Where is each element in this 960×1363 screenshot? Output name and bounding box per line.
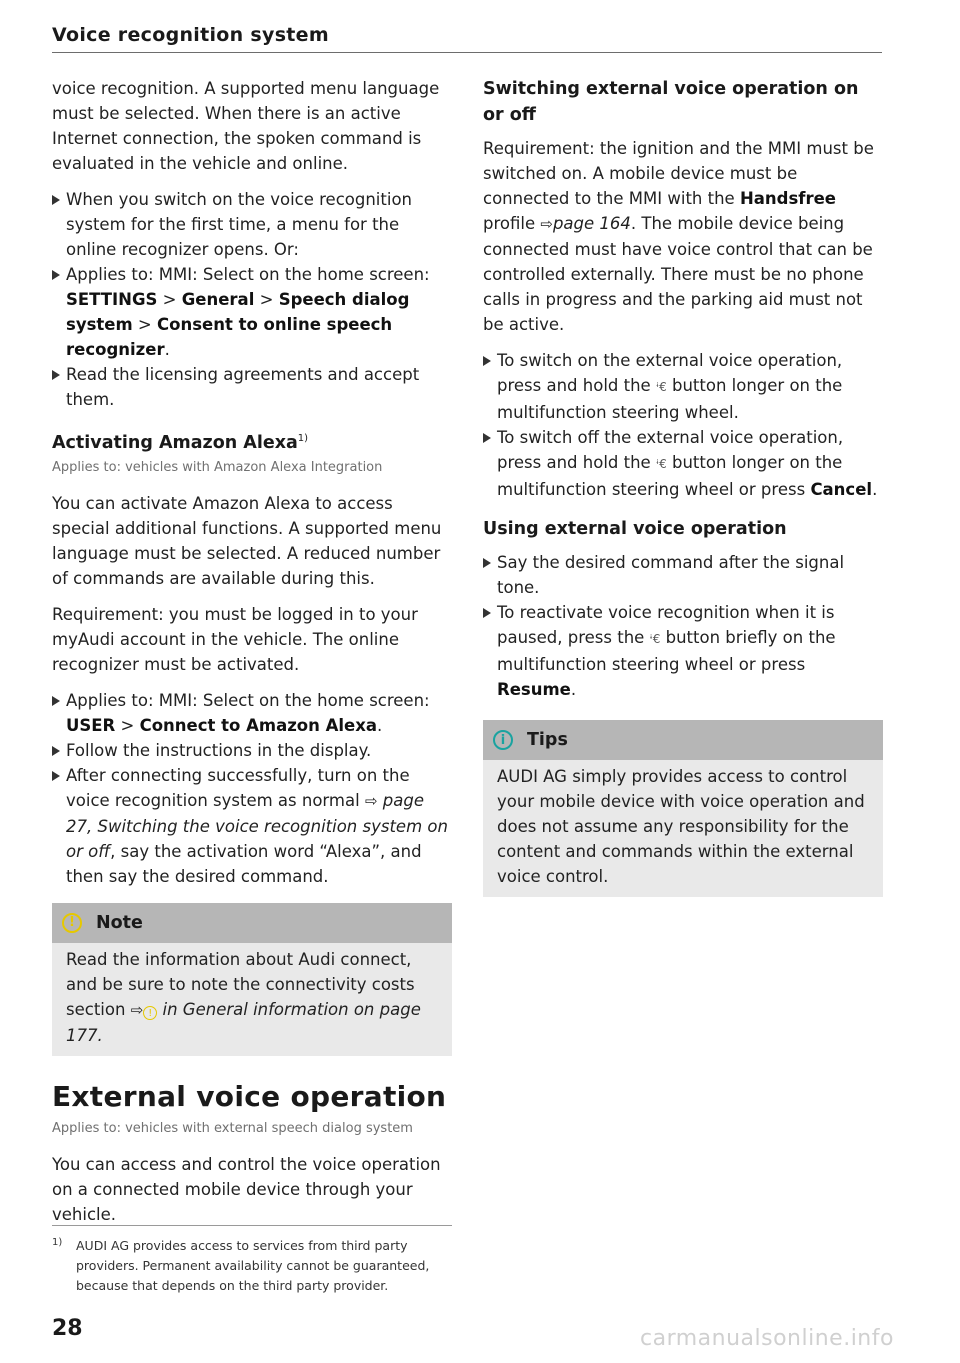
step-item: After connecting successfully, turn on the voice recognition system as normal ⇨ page 27, Switching the voice recognition system on or off, say the activation word “Alexa”, and then say the desired command. [52,763,452,889]
tips-title: Tips [527,730,568,750]
external-intro: You can access and control the voice operation on a connected mobile device through your vehicle. [52,1154,441,1224]
step-item: Applies to: MMI: Select on the home screen: USER > Connect to Amazon Alexa. [52,688,452,738]
tips-body [483,760,883,897]
footnote-mark: 1) [52,1237,63,1248]
tips-text: AUDI AG simply provides access to control your mobile device with voice operation and does not assume any responsibility for the content and commands within the external voice control. [497,767,865,886]
voice-button-icon: ᶤ€ [655,380,667,394]
watermark: carmanualsonline.info [640,1326,894,1351]
alexa-steps [52,688,452,889]
switching-requirement: Requirement: the ignition and the MMI must be switched on. A mobile device must be connected to the MMI with the Handsfree profile ⇨page 164. The mobile device being connected must have voice control that can be controlled externally. There must be no phone calls in progress and the parking aid must not be active. [483,139,874,334]
note-box [52,903,452,1056]
step-item: To switch off the external voice operation, press and hold the ᶤ€ button longer on the multifunction steering wheel or press Cancel. [483,425,883,502]
footnote [52,1236,452,1296]
step-item: Read the licensing agreements and accept them. [52,362,452,412]
step-item: Applies to: MMI: Select on the home screen: SETTINGS > General > Speech dialog system > Consent to online speech recognizer. [52,262,452,362]
alexa-paragraph: You can activate Amazon Alexa to access special additional functions. A supported menu language must be selected. A reduced number of commands are available during this. [52,493,442,588]
menu-path-settings: SETTINGS [66,290,158,309]
left-column [52,76,452,1238]
note-body: Read the information about Audi connect, and be sure to note the connectivity costs section ⇨ ! in General information on page 177. [66,949,421,1045]
applies-to-external: Applies to: vehicles with external speech dialog system [52,1120,413,1136]
chapter-heading-external: External voice operation [52,1079,447,1113]
intro-paragraph: voice recognition. A supported menu language must be selected. When there is an active Internet connection, the spoken command is evaluated in the vehicle and online. [52,79,440,173]
menu-path-user: USER [66,715,116,735]
warning-circle-icon: ! [62,913,82,933]
applies-to-alexa: Applies to: vehicles with Amazon Alexa Integration [52,459,383,475]
menu-path-general: General [181,290,255,309]
note-title: Note [96,912,143,933]
page-header-title: Voice recognition system [52,24,329,46]
menu-path-connect-alexa: Connect to Amazon Alexa [139,715,378,735]
section-heading-switching: Switching external voice operation on or off [483,79,859,125]
note-header [52,903,452,943]
tips-header [483,720,883,760]
cross-reference-link[interactable]: page 164 [552,214,631,233]
alexa-requirement: Requirement: you must be logged in to your myAudi account in the vehicle. The online recognizer must be activated. [52,604,418,674]
menu-path-speech-dialog: Speech dialog system [66,290,410,334]
arrow-right-icon: ⇨ [364,791,378,810]
using-steps [483,550,883,702]
step-item: To reactivate voice recognition when it is paused, press the ᶤ€ button briefly on the multifunction steering wheel or press Resume. [483,600,883,702]
footnote-divider [52,1225,452,1226]
voice-button-icon: ᶤ€ [649,632,661,646]
section-heading-alexa: Activating Amazon Alexa$^{1)}$ [52,432,309,453]
page-number: 28 [52,1316,83,1341]
online-recognizer-steps [52,187,452,412]
menu-path-consent: Consent to online speech recognizer [66,315,393,359]
right-column [483,76,883,911]
arrow-right-icon: ⇨ [130,1000,144,1019]
step-item: Say the desired command after the signal tone. [483,550,883,600]
footnote-text: AUDI AG provides access to services from third party providers. Permanent availability cannot be guaranteed, because that depends on the third party provider. [76,1238,430,1293]
cross-reference-link[interactable]: page 27, Switching the voice recognition system on or off [66,790,448,861]
step-item: To switch on the external voice operation, press and hold the ᶤ€ button longer on the multifunction steering wheel. [483,348,883,425]
cross-reference-link[interactable]: in General information on page 177. [66,999,421,1045]
header-divider [52,52,882,53]
resume-command: Resume [497,680,571,699]
cancel-command: Cancel [810,480,873,499]
step-item: When you switch on the voice recognition system for the first time, a menu for the online recognizer opens. Or: [52,187,452,262]
arrow-right-icon: ⇨ [540,215,553,233]
step-item: Follow the instructions in the display. [52,738,452,763]
info-circle-icon: i [493,730,513,750]
profile-name: Handsfree [739,189,836,208]
switching-steps [483,348,883,502]
voice-button-icon: ᶤ€ [655,457,667,471]
tips-box [483,720,883,897]
section-heading-using: Using external voice operation [483,519,787,539]
warning-circle-icon: ! [143,1006,157,1020]
